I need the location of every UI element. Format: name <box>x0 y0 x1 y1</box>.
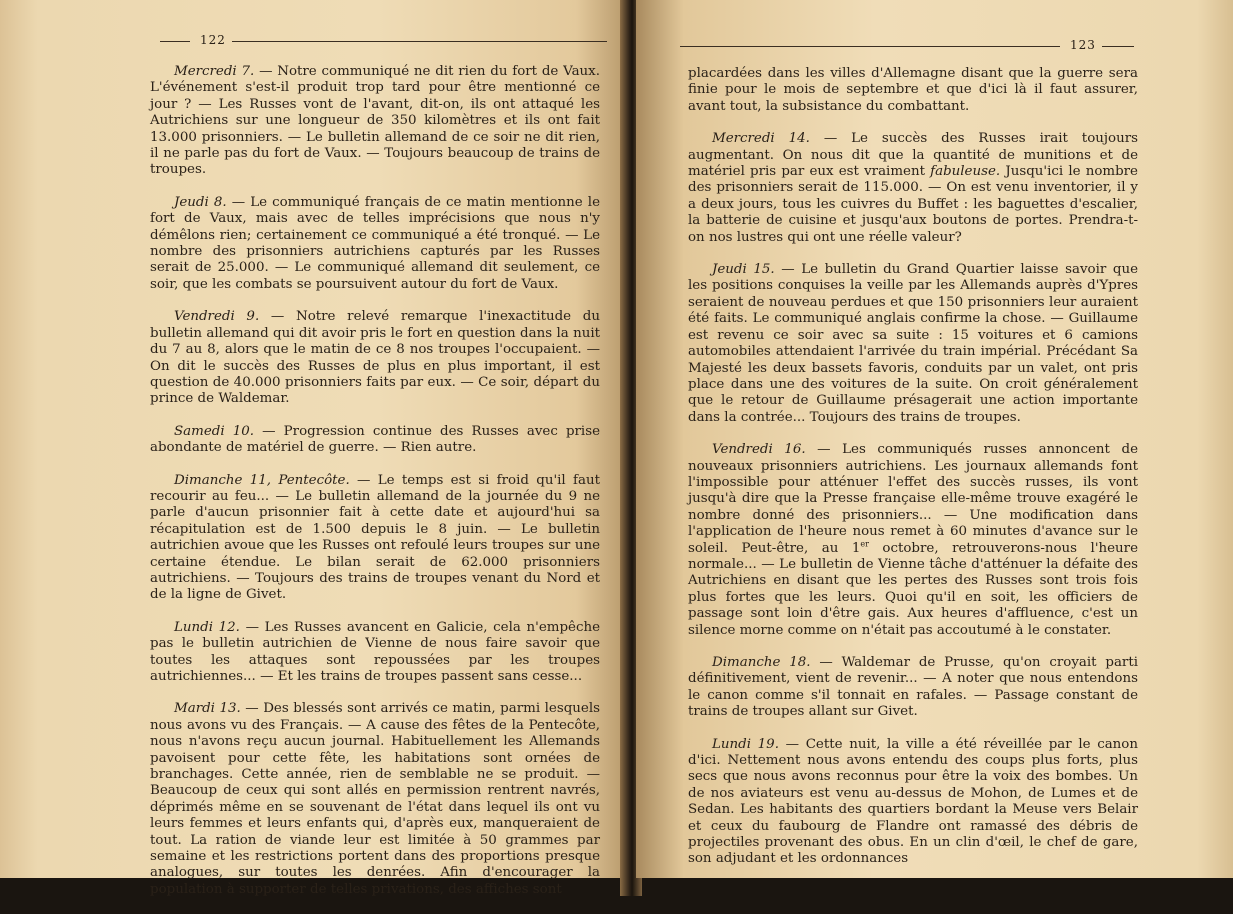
diary-entry <box>150 195 600 293</box>
diary-entry <box>688 655 1138 721</box>
entry-text: — Les Russes avancent en Galicie, cela n'empêche pas le bulletin autrichien de Vienne de nous faire savoir que toutes les attaques sont repoussées par les troupes autrichiennes... — Et les trains de troupes passent sans cesse... <box>150 619 600 684</box>
entry-text: — Notre relevé remarque l'inexactitude du bulletin allemand qui dit avoir pris le fort en question dans la nuit du 7 au 8, alors que le matin de ce 8 nos troupes l'occupaient. — On dit le succès des Russes de plus en plus important, il est question de 40.000 prisonniers faits par eux. — Ce soir, départ du prince de Waldemar. <box>150 309 600 407</box>
entry-day: Jeudi 8. <box>174 194 227 210</box>
entry-day: Lundi 12. <box>174 619 240 635</box>
entry-text: — Waldemar de Prusse, qu'on croyait parti définitivement, vient de revenir... — A noter que nous entendons le canon comme s'il tonnait en rafales. — Passage constant de trains de troupes allant sur Givet. <box>688 655 1138 720</box>
diary-entry <box>150 620 600 686</box>
entry-text: — Le temps est si froid qu'il faut recourir au feu... — Le bulletin allemand de la journée du 9 ne parle d'aucun prisonnier fait à cette date et aujourd'hui sa récapitulation est de 1.500 depuis le 8 juin. — Le bulletin autrichien avoue que les Russes ont refoulé leurs troupes sur une certaine étendue. Le bilan serait de 62.000 prisonniers autrichiens. — Toujours des trains de troupes venant du Nord et de la ligne de Givet. <box>150 472 600 603</box>
left-text-block <box>150 64 600 914</box>
entry-day: Jeudi 15. <box>712 262 775 278</box>
left-page <box>0 0 626 897</box>
entry-day: Vendredi 16. <box>712 442 806 458</box>
diary-entry <box>150 64 600 179</box>
entry-day: Mardi 13. <box>174 701 241 717</box>
entry-text: — Le succès des Russes irait toujours augmentant. On nous dit que la quantité de munitions et de matériel pris par eux est vraiment <box>688 131 1138 180</box>
entry-day: Dimanche 11, Pentecôte. <box>174 472 350 488</box>
entry-day: Dimanche 18. <box>712 655 811 670</box>
entry-day: Mercredi 14. <box>712 131 810 147</box>
diary-entry <box>688 737 1138 868</box>
left-header-rule-long <box>232 41 607 42</box>
right-header-rule-short <box>1102 46 1134 47</box>
entry-day: Vendredi 9. <box>174 309 260 325</box>
entry-text: octobre, retrouverons-nous l'heure normale... — Le bulletin de Vienne tâche d'atténuer la défaite des Autrichiens en disant que les pertes des Russes sont trois fois plus fortes que les leurs. Quoi qu'il en soit, les officiers de passage sont loin d'être gais. Aux heures d'affluence, c'est un silence morne comme on n'était pas accoutumé à le constater. <box>688 540 1139 638</box>
right-folio: 123 <box>1070 38 1096 52</box>
entry-text: — Des blessés sont arrivés ce matin, parmi lesquels nous avons vu des Français. — A cause des fêtes de la Pentecôte, nous n'avons reçu aucun journal. Habituellement les Allemands pavoisent pour cette fête, les habitations sont ornées de branchages. Cette année, rien de semblable ne se produit. — Beaucoup de ceux qui sont allés en permission rentrent navrés, déprimés même en se souvenant de l'état dans lequel ils ont vu leurs femmes et leurs enfants qui, d'après eux, manqueraient de tout. La ration de viande leur est limitée à 50 grammes par semaine et les restrictions portent dans des proportions presque analogues, sur toutes les denrées. Afin d'encourager la population à supporter de telles privations, des affiches sont <box>150 701 600 897</box>
right-text-block <box>688 66 1138 884</box>
entry-text: — Le communiqué français de ce matin mentionne le fort de Vaux, mais avec de telles imprécisions que nous n'y démêlons rien; certainement ce communiqué a été tronqué. — Le nombre des prisonniers autrichiens capturés par les Russes serait de 25.000. — Le communiqué allemand dit seulement, ce soir, que les combats se poursuivent autour du fort de Vaux. <box>150 194 601 292</box>
diary-entry <box>150 473 600 604</box>
entry-text: — Le bulletin du Grand Quartier laisse savoir que les positions conquises la veille par les Allemands auprès d'Ypres seraient de nouveau perdues et que 150 prisonniers leur auraient été faits. Le communiqué anglais confirme la chose. — Guillaume est revenu ce soir avec sa suite : 15 voitures et 6 camions automobiles attendaient l'arrivée du train impérial. Précédant Sa Majesté les deux bassets favoris, conduits par un valet, ont pris place dans une des voitures de la suite. On croit généralement que le retour de Guillaume présagerait une action importante dans la contrée... Toujours des trains de troupes. <box>688 262 1138 425</box>
entry-text: Jusqu'ici le nombre des prisonniers serait de 115.000. — On est venu inventorier, il y a deux jours, tous les cuivres du Buffet : les baguettes d'escalier, la batterie de cuisine et jusqu'aux boutons de portes. Prendra-t-on nos lustres qui ont une réelle valeur? <box>688 164 1138 245</box>
entry-day: Samedi 10. <box>174 423 255 439</box>
entry-text: — Progression continue des Russes avec prise abondante de matériel de guerre. — Rien autre. <box>150 423 600 456</box>
diary-entry <box>688 442 1138 639</box>
entry-text: — Notre communiqué ne dit rien du fort de Vaux. L'événement s'est-il produit trop tard pour être mentionné ce jour ? — Les Russes vont de l'avant, dit-on, ils ont attaqué les Autrichiens sur une longueur de 350 kilomètres et ils ont fait 13.000 prisonniers. — Le bulletin allemand de ce soir ne dit rien, il ne parle pas du fort de Vaux. — Toujours beaucoup de trains de troupes. <box>150 64 600 178</box>
left-header-rule-short <box>160 41 190 42</box>
superscript: er <box>860 539 869 549</box>
diary-entry <box>688 262 1138 426</box>
continuation-paragraph: placardées dans les villes d'Allemagne disant que la guerre sera finie pour le mois de septembre et que d'ici là il faut assurer, avant tout, la subsistance du combattant. <box>688 66 1138 114</box>
right-header-rule-long <box>680 46 1060 47</box>
left-folio: 122 <box>200 33 226 47</box>
diary-entry <box>150 309 600 407</box>
diary-entry <box>150 424 600 457</box>
entry-emphasis: fabuleuse. <box>930 164 1001 180</box>
diary-entry <box>688 131 1138 246</box>
entry-day: Lundi 19. <box>712 736 779 752</box>
entry-text: — Les communiqués russes annoncent de nouveaux prisonniers autrichiens. Les journaux allemands font l'impossible pour atténuer l'effet des succès russes, ils vont jusqu'à dire que la Presse française elle-même trouve exagéré le nombre donné des prisonniers... — Une modification dans l'application de l'heure nous remet à 60 minutes d'avance sur le soleil. Peut-être, au 1 <box>688 442 1138 556</box>
entry-day: Mercredi 7. <box>174 64 255 79</box>
entry-text: — Cette nuit, la ville a été réveillée par le canon d'ici. Nettement nous avons entendu des coups plus forts, plus secs que nous avons reconnus pour être la voix des bombes. Un de nos aviateurs est venu au-dessus de Mohon, de Lumes et de Sedan. Les habitants des quartiers bordant la Meuse vers Belair et ceux du faubourg de Flandre ont ramassé des débris de projectiles provenant des obus. En un clin d'œil, le chef de gare, son adjudant et les ordonnances <box>688 736 1138 867</box>
right-page <box>636 0 1233 878</box>
diary-entry <box>150 701 600 898</box>
